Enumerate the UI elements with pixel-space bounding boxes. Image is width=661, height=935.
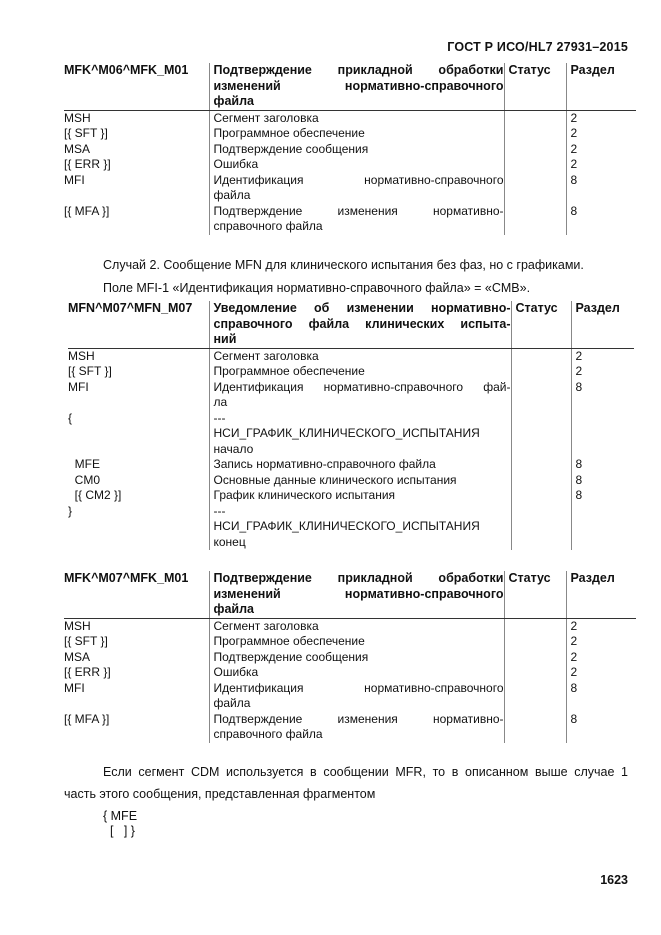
description-cell: Программное обеспечение <box>209 126 504 142</box>
section-cell: 8 <box>571 488 634 504</box>
status-cell <box>511 473 571 489</box>
description-cell: Основные данные клинического испытания <box>209 473 511 489</box>
segment-cell: MFI <box>68 379 89 394</box>
paragraph-case2: Случай 2. Сообщение MFN для клинического испытания без фаз, но с графиками. <box>103 258 584 272</box>
description-cell: Идентификация нормативно-справочного файла <box>209 681 504 712</box>
section-cell: 2 <box>566 634 636 650</box>
status-cell <box>504 681 566 712</box>
status-cell <box>504 634 566 650</box>
segment-cell: MFE <box>68 457 100 471</box>
status-cell <box>504 126 566 142</box>
description-cell: Запись нормативно-справочного файла <box>209 457 511 473</box>
page-number: 1623 <box>600 873 628 887</box>
status-cell <box>504 142 566 158</box>
status-cell <box>511 411 571 458</box>
segment-cell: MSA <box>64 141 91 156</box>
table-row <box>68 488 634 504</box>
table-row <box>64 634 636 650</box>
segment-cell: [{ MFA }] <box>64 711 110 726</box>
section-cell: 8 <box>566 712 636 743</box>
table-row <box>64 126 636 142</box>
table-row <box>64 110 636 126</box>
segment-cell: } <box>68 503 73 518</box>
col-header-message: MFK^M07^MFK_M01 <box>64 571 209 618</box>
segment-cell: MFI <box>64 680 85 695</box>
description-cell: Идентификация нормативно-справочного файла <box>209 173 504 204</box>
segment-cell: [{ SFT }] <box>64 634 108 648</box>
table-row <box>64 712 636 743</box>
table-row <box>64 665 636 681</box>
section-cell: 2 <box>566 142 636 158</box>
table-row <box>68 457 634 473</box>
segment-cell: CM0 <box>68 472 101 487</box>
col-header-status: Статус <box>511 301 571 348</box>
status-cell <box>511 380 571 411</box>
col-header-section: Раздел <box>571 301 634 348</box>
table-mfn-m07 <box>68 301 634 550</box>
description-cell: Подтверждение сообщения <box>209 142 504 158</box>
col-header-description: Подтверждение прикладной обработки изменений нормативно-справочного файла <box>209 571 504 618</box>
segment-cell: [{ ERR }] <box>64 157 111 171</box>
paragraph-cdm-line2: часть этого сообщения, представленная фрагментом <box>64 787 376 801</box>
description-cell: Подтверждение изменения нормативно- справочного файла <box>209 204 504 235</box>
table-row <box>68 348 634 364</box>
col-header-description: Подтверждение прикладной обработки изменений нормативно-справочного файла <box>209 63 504 110</box>
col-header-message: MFN^M07^MFN_M07 <box>68 301 209 348</box>
section-cell: 8 <box>566 173 636 204</box>
table-mfk-m07 <box>64 571 636 743</box>
segment-cell: [{ SFT }] <box>64 126 108 140</box>
description-cell: Сегмент заголовка <box>209 110 504 126</box>
description-cell: --- НСИ_ГРАФИК_КЛИНИЧЕСКОГО_ИСПЫТАНИЯ конец <box>209 504 511 551</box>
section-cell: 2 <box>566 157 636 173</box>
section-cell: 2 <box>566 618 636 634</box>
status-cell <box>511 457 571 473</box>
description-cell: Ошибка <box>209 157 504 173</box>
table-row <box>64 650 636 666</box>
status-cell <box>504 173 566 204</box>
description-cell: Программное обеспечение <box>209 364 511 380</box>
table-row <box>68 364 634 380</box>
paragraph-mfi-field: Поле MFI-1 «Идентификация нормативно-справочного файла» = «CMB». <box>103 281 531 295</box>
segment-cell: MSH <box>64 618 91 633</box>
status-cell <box>504 618 566 634</box>
section-cell: 8 <box>566 204 636 235</box>
status-cell <box>504 650 566 666</box>
segment-cell: [{ CM2 }] <box>68 488 122 502</box>
status-cell <box>504 665 566 681</box>
document-header: ГОСТ Р ИСО/HL7 27931–2015 <box>447 40 628 54</box>
table-row <box>68 411 634 458</box>
status-cell <box>504 157 566 173</box>
description-cell: График клинического испытания <box>209 488 511 504</box>
segment-cell: MSH <box>64 110 91 125</box>
status-cell <box>504 712 566 743</box>
segment-cell: [{ MFA }] <box>64 203 110 218</box>
section-cell: 2 <box>566 110 636 126</box>
segment-cell: MFI <box>64 172 85 187</box>
col-header-description: Уведомление об изменении нормативно- справочного файла клинических испыта- ний <box>209 301 511 348</box>
description-cell: --- НСИ_ГРАФИК_КЛИНИЧЕСКОГО_ИСПЫТАНИЯ начало <box>209 411 511 458</box>
section-cell: 8 <box>571 473 634 489</box>
col-header-section: Раздел <box>566 63 636 110</box>
status-cell <box>511 504 571 551</box>
status-cell <box>511 348 571 364</box>
segment-cell: [{ SFT }] <box>68 364 112 378</box>
col-header-message: MFK^M06^MFK_M01 <box>64 63 209 110</box>
section-cell: 8 <box>571 380 634 411</box>
status-cell <box>504 204 566 235</box>
table-row <box>68 504 634 551</box>
table-row <box>68 473 634 489</box>
segment-cell: MSA <box>64 649 91 664</box>
status-cell <box>504 110 566 126</box>
section-cell: 2 <box>571 364 634 380</box>
table-mfk-m06 <box>64 63 636 235</box>
table-row <box>64 142 636 158</box>
col-header-status: Статус <box>504 63 566 110</box>
table-row <box>64 173 636 204</box>
section-cell: 8 <box>571 457 634 473</box>
col-header-status: Статус <box>504 571 566 618</box>
description-cell: Идентификация нормативно-справочного фай- ла <box>209 380 511 411</box>
code-fragment-line2: [ ] } <box>103 824 135 838</box>
section-cell: 2 <box>566 650 636 666</box>
description-cell: Сегмент заголовка <box>209 348 511 364</box>
segment-cell: { <box>68 410 73 425</box>
table-row <box>64 618 636 634</box>
section-cell: 2 <box>566 665 636 681</box>
section-cell: 2 <box>566 126 636 142</box>
section-cell: 2 <box>571 348 634 364</box>
description-cell: Подтверждение изменения нормативно- справочного файла <box>209 712 504 743</box>
section-cell: 8 <box>566 681 636 712</box>
section-cell <box>571 504 634 551</box>
table-row <box>68 380 634 411</box>
code-fragment-line1: { MFE <box>103 809 138 823</box>
paragraph-cdm-line1: Если сегмент CDM используется в сообщении MFR, то в описанном выше случае 1 <box>103 765 628 779</box>
description-cell: Подтверждение сообщения <box>209 650 504 666</box>
status-cell <box>511 488 571 504</box>
col-header-section: Раздел <box>566 571 636 618</box>
table-row <box>64 681 636 712</box>
description-cell: Сегмент заголовка <box>209 618 504 634</box>
table-row <box>64 204 636 235</box>
description-cell: Ошибка <box>209 665 504 681</box>
status-cell <box>511 364 571 380</box>
segment-cell: MSH <box>68 348 95 363</box>
table-row <box>64 157 636 173</box>
section-cell <box>571 411 634 458</box>
segment-cell: [{ ERR }] <box>64 665 111 679</box>
description-cell: Программное обеспечение <box>209 634 504 650</box>
